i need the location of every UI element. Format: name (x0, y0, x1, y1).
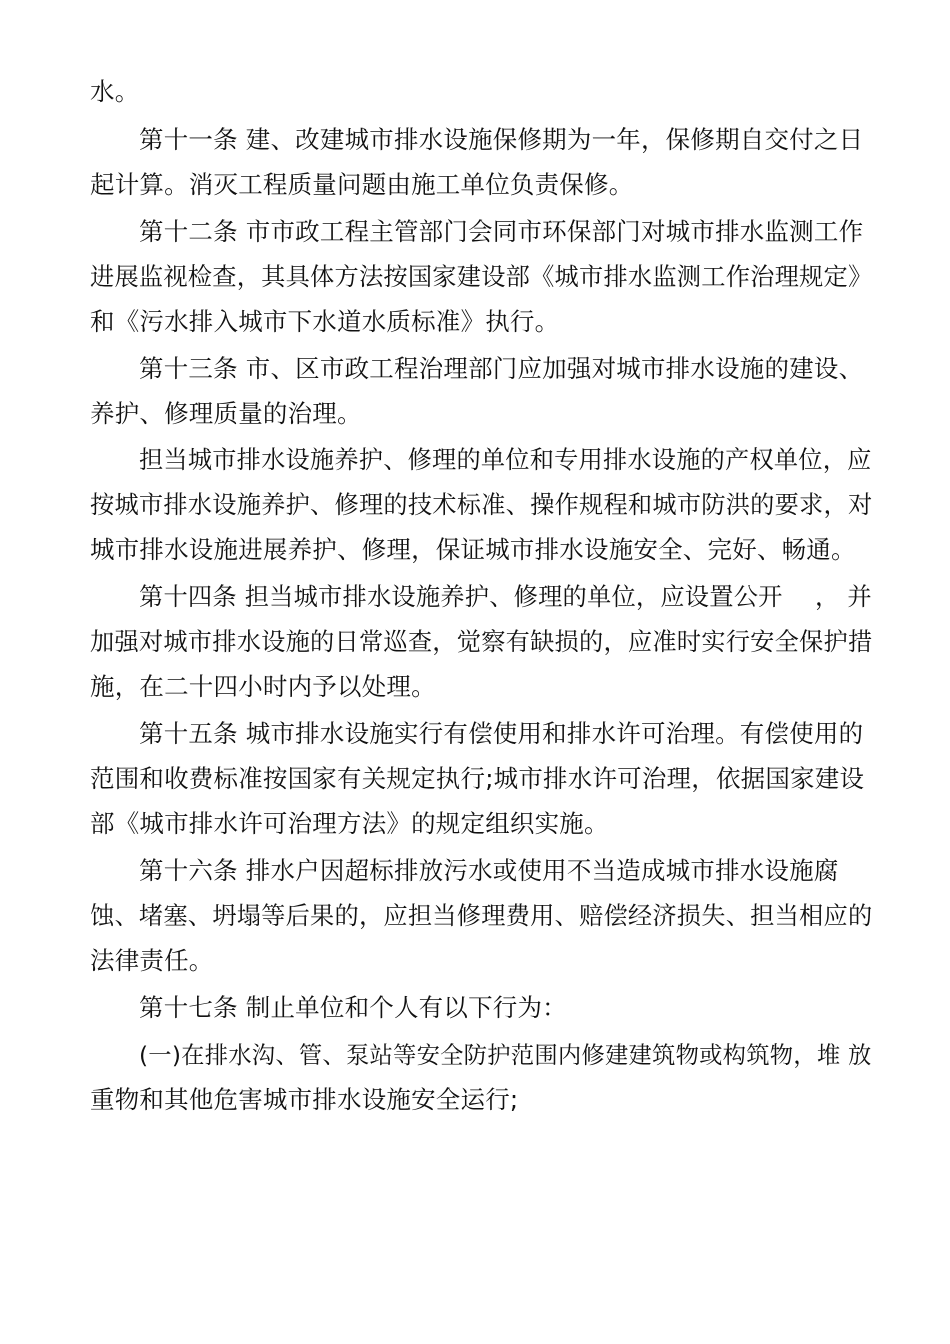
article-12-line-2: 进展监视检查，其具体方法按国家建设部《城市排水监测工作治理规定》 (90, 262, 873, 291)
article-14-line-1: 第十四条 担当城市排水设施养护、修理的单位，应设置公开 ， 并 (139, 582, 872, 611)
paragraph-maintenance-line-2: 按城市排水设施养护、修理的技术标准、操作规程和城市防洪的要求，对 (90, 490, 873, 519)
article-16-line-1: 第十六条 排水户因超标排放污水或使用不当造成城市排水设施腐 (139, 856, 839, 885)
article-11-line-2: 起计算。消灭工程质量问题由施工单位负责保修。 (90, 170, 634, 199)
article-17-line-1: 第十七条 制止单位和个人有以下行为： (139, 993, 567, 1022)
article-15-line-3: 部《城市排水许可治理方法》的规定组织实施。 (90, 809, 609, 838)
article-14-line-3: 施，在二十四小时内予以处理。 (90, 672, 436, 701)
article-15-line-1: 第十五条 城市排水设施实行有偿使用和排水许可治理。有偿使用的 (139, 719, 864, 748)
article-13-line-2: 养护、修理质量的治理。 (90, 399, 362, 428)
article-16-line-3: 法律责任。 (90, 946, 214, 975)
paragraph-maintenance-line-1: 担当城市排水设施养护、修理的单位和专用排水设施的产权单位，应 (139, 446, 872, 474)
text-line: 水。 (90, 77, 140, 106)
paragraph-maintenance-line-3: 城市排水设施进展养护、修理，保证城市排水设施安全、完好、畅通。 (90, 535, 856, 564)
article-16-line-2: 蚀、堵塞、坍塌等后果的，应担当修理费用、赔偿经济损失、担当相应的 (90, 901, 873, 930)
article-17-item-1-line-1: (一)在排水沟、管、泵站等安全防护范围内修建建筑物或构筑物，堆 放 (139, 1041, 872, 1069)
article-17-item-1-line-2: 重物和其他危害城市排水设施安全运行; (90, 1085, 519, 1114)
article-14-line-2: 加强对城市排水设施的日常巡查，觉察有缺损的，应准时实行安全保护措 (90, 627, 873, 656)
article-13-line-1: 第十三条 市、区市政工程治理部门应加强对城市排水设施的建设、 (139, 354, 864, 383)
article-12-line-3: 和《污水排入城市下水道水质标准》执行。 (90, 307, 560, 336)
article-12-line-1: 第十二条 市市政工程主管部门会同市环保部门对城市排水监测工作 (139, 217, 864, 246)
article-11-line-1: 第十一条 建、改建城市排水设施保修期为一年，保修期自交付之日 (139, 125, 864, 154)
article-15-line-2: 范围和收费标准按国家有关规定执行;城市排水许可治理，依据国家建设 (90, 764, 865, 793)
